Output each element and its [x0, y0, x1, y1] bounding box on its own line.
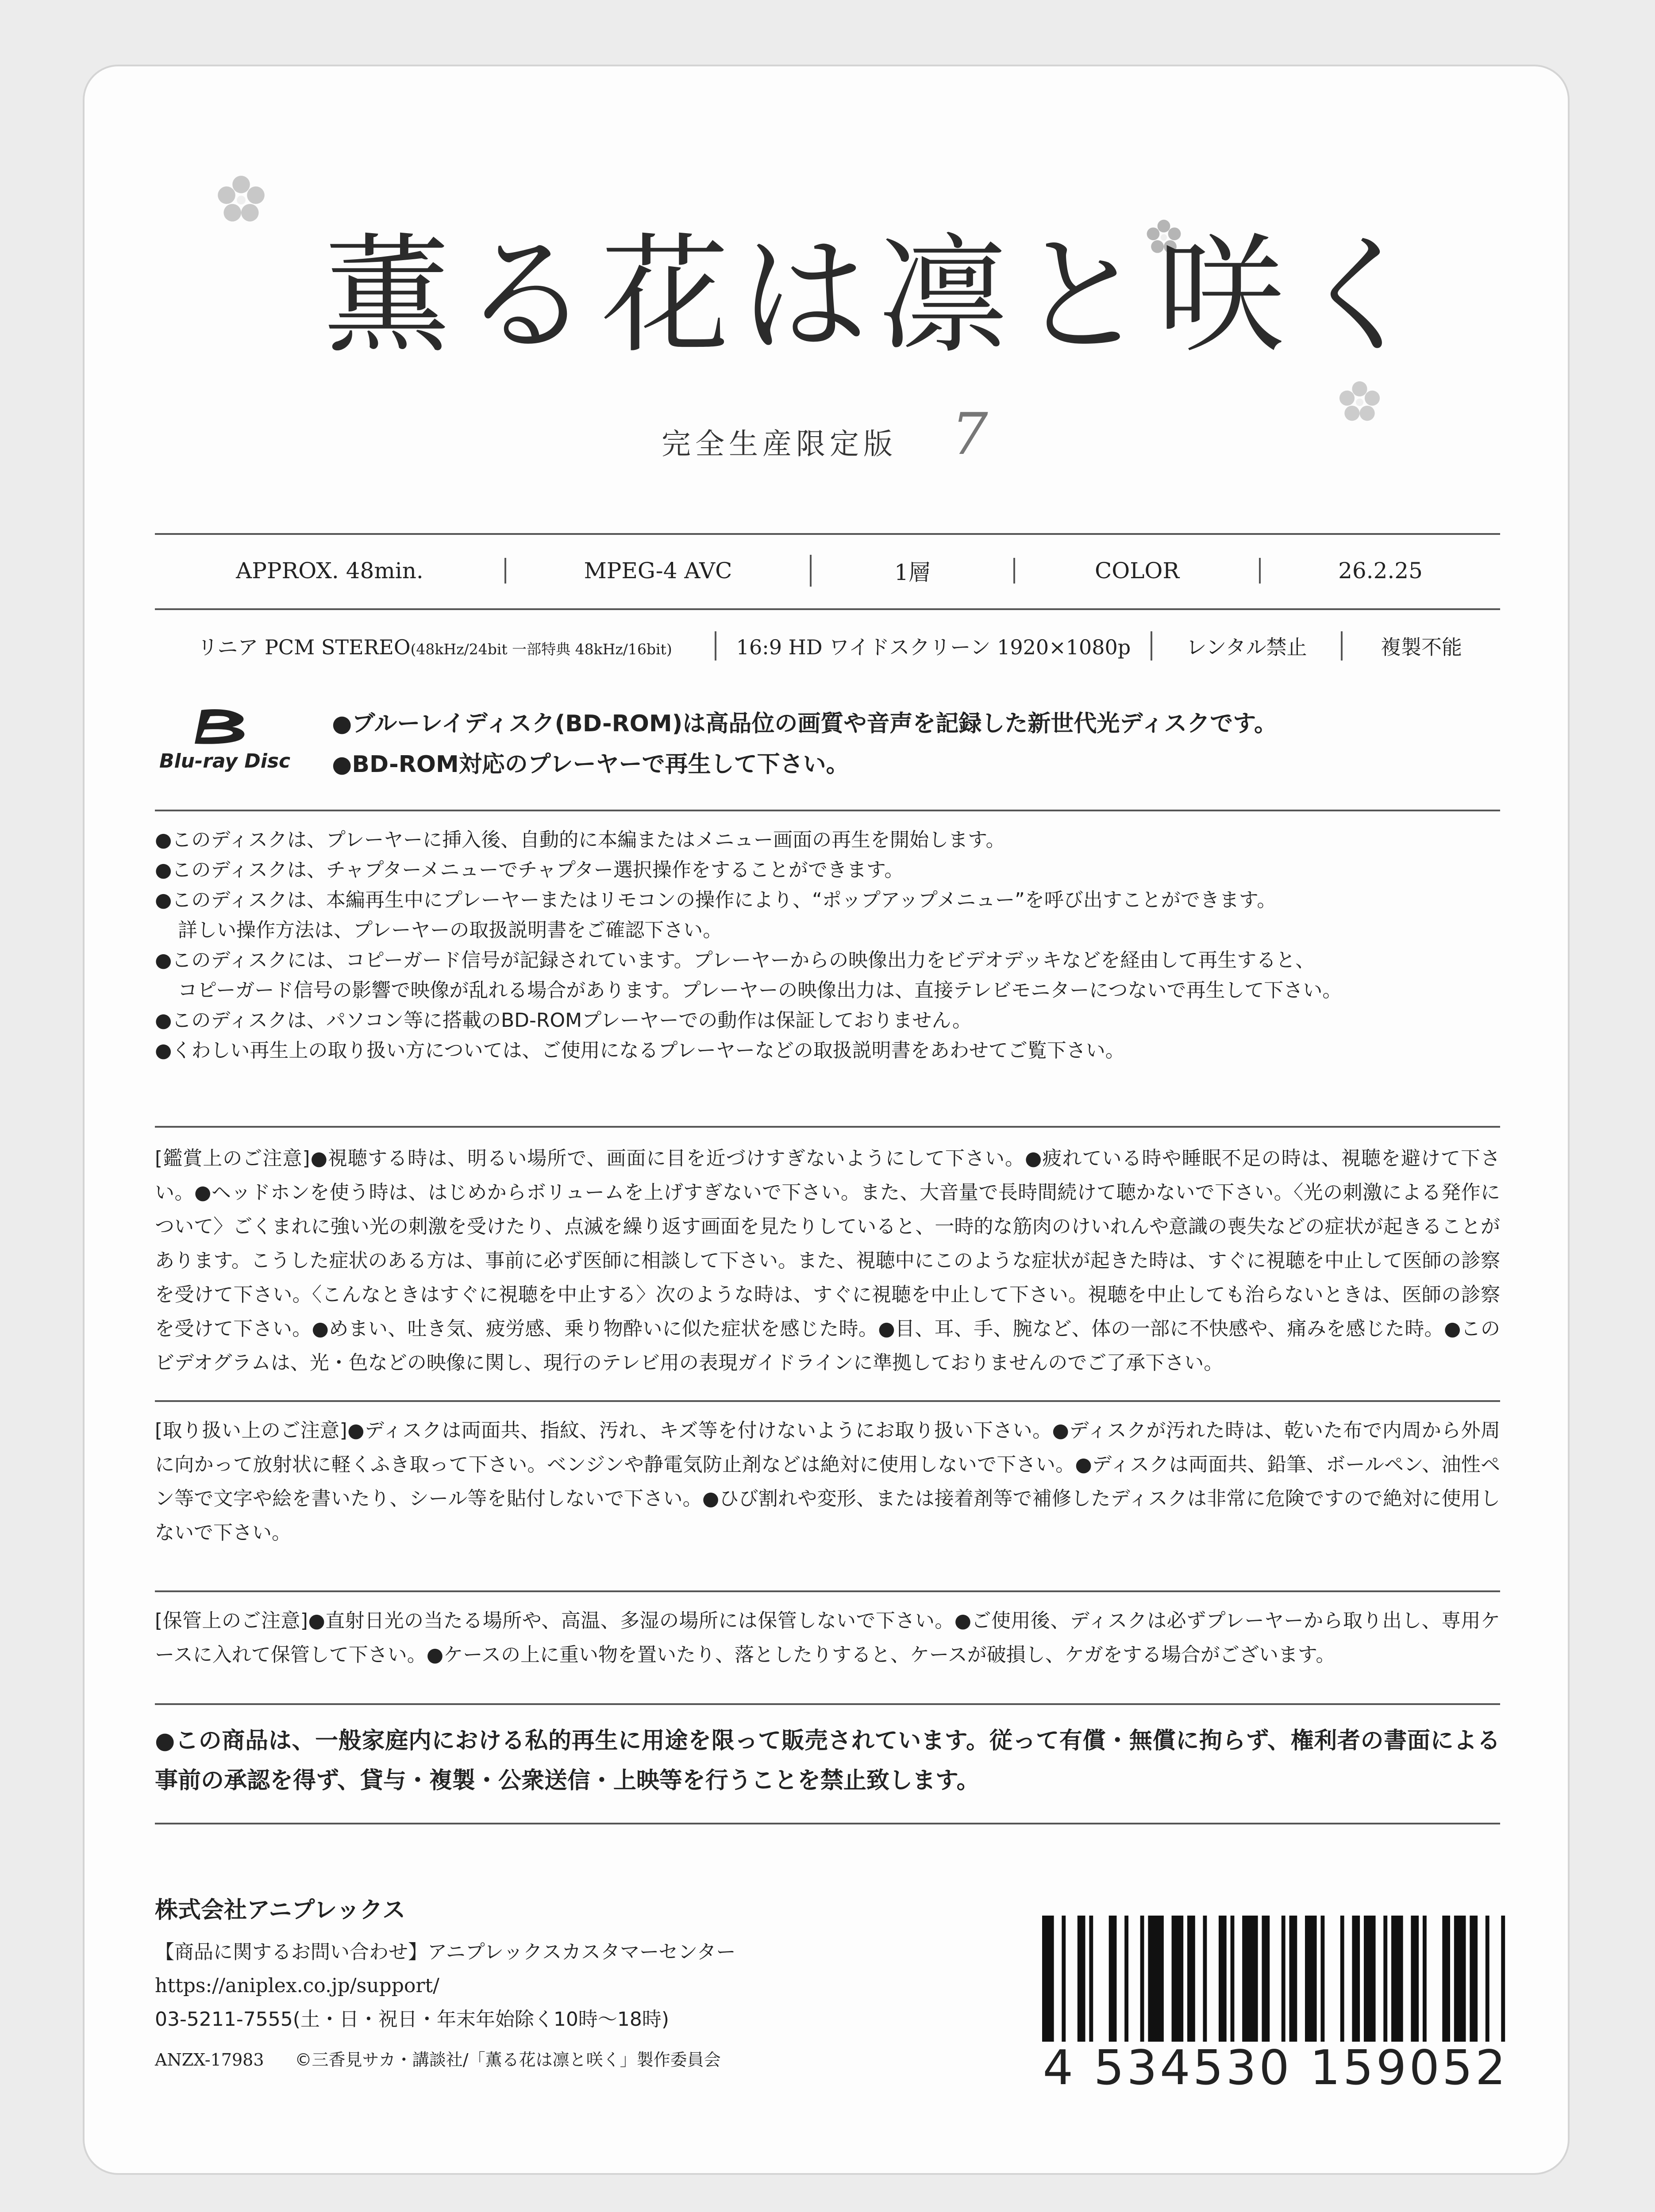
footer: [155, 2046, 721, 2070]
divider: [155, 1703, 1500, 1705]
divider: [155, 1823, 1500, 1824]
edition-label: 完全生産限定版: [662, 427, 897, 461]
copyright: ©三香見サカ・講談社/「薫る花は凛と咲く」製作委員会: [295, 2050, 721, 2070]
divider: [155, 1590, 1500, 1592]
spec-row-2: [155, 624, 1500, 668]
list-item: ●このディスクは、本編再生中にプレーヤーまたはリモコンの操作により、“ポップアップメニュー”を呼び出すことができます。: [155, 889, 1277, 911]
runtime: APPROX. 48min.: [236, 558, 423, 584]
layer: 1層: [810, 555, 1013, 587]
audio-spec: リニア PCM STEREO(48kHz/24bit 一部特典 48kHz/16bit): [197, 635, 672, 659]
bluray-logo-text: Blu-ray Disc: [159, 750, 291, 772]
bluray-line: ●ブルーレイディスク(BD-ROM)は高品位の画質や音声を記録した新世代光ディスクです。: [332, 710, 1278, 737]
release-date: 26.2.25: [1259, 558, 1500, 584]
disc-notes: [155, 825, 1342, 1066]
series-title: 薫る花は凛と咲く: [323, 222, 1435, 371]
flower-icon: [1339, 380, 1381, 422]
bluray-info: [332, 703, 1277, 785]
list-item: 詳しい操作方法は、プレーヤーの取扱説明書をご確認下さい。: [178, 919, 723, 941]
divider: [155, 608, 1500, 610]
list-item: ●このディスクには、コピーガード信号が記録されています。プレーヤーからの映像出力をビデオデッキなどを経由して再生すると、: [155, 949, 1315, 972]
divider: [155, 533, 1500, 535]
contact-label: 【商品に関するお問い合わせ】アニプレックスカスタマーセンター: [155, 1941, 736, 1963]
bluray-logo: [155, 706, 301, 776]
color: COLOR: [1013, 558, 1259, 584]
list-item: ●このディスクは、プレーヤーに挿入後、自動的に本編またはメニュー画面の再生を開始します。: [155, 829, 1005, 851]
flower-icon: [217, 175, 266, 223]
barcode-number: 4 534530 159052: [1043, 2040, 1509, 2096]
bluray-line: ●BD-ROM対応のプレーヤーで再生して下さい。: [332, 751, 849, 778]
volume-number: 7: [951, 400, 988, 468]
contact-info: [155, 1936, 736, 2036]
spec-row-1: [155, 549, 1500, 593]
list-item: ●このディスクは、チャプターメニューでチャプター選択操作をすることができます。: [155, 859, 904, 881]
divider: [155, 1400, 1500, 1402]
list-item: ●このディスクは、パソコン等に搭載のBD-ROMプレーヤーでの動作は保証しておりません。: [155, 1009, 972, 1032]
handling-caution: [取り扱い上のご注意]●ディスクは両面共、指紋、汚れ、キズ等を付けないようにお取り扱い下さい。●ディスクが汚れた時は、乾いた布で内周から外周に向かって放射状に軽くふき取って下さい。ベンジンや静電気防止剤などは絶対に使用しないで下さい。●ディスクは両面共、鉛筆、ボールペン、油性ペン等で文字や絵を書いたり、シール等を貼付しないで下さい。●ひび割れや変形、または接着剤等で補修したディスクは非常に危険ですので絶対に使用しないで下さい。: [155, 1419, 1500, 1544]
phone-number: 03-5211-7555(土・日・祝日・年末年始除く10時〜18時): [155, 2008, 670, 2031]
storage-caution: [保管上のご注意]●直射日光の当たる場所や、高温、多湿の場所には保管しないで下さい。●ご使用後、ディスクは必ずプレーヤーから取り出し、専用ケースに入れて保管して下さい。●ケースの上に重い物を置いたり、落としたりすると、ケースが破損し、ケガをする場合がございます。: [155, 1609, 1500, 1666]
support-url: https://aniplex.co.jp/support/: [155, 1974, 439, 1997]
rental-notice: レンタル禁止: [1151, 631, 1341, 661]
divider: [155, 1126, 1500, 1128]
company-name: 株式会社アニプレックス: [155, 1897, 406, 1924]
list-item: コピーガード信号の影響で映像が乱れる場合があります。プレーヤーの映像出力は、直接テレビモニターにつないで再生して下さい。: [178, 979, 1342, 1002]
divider: [155, 810, 1500, 811]
codec: MPEG-4 AVC: [504, 558, 810, 584]
product-code: ANZX-17983: [155, 2050, 264, 2070]
video-spec: 16:9 HD ワイドスクリーン 1920×1080p: [715, 631, 1151, 661]
viewing-caution: [鑑賞上のご注意]●視聴する時は、明るい場所で、画面に目を近づけすぎないようにして下さい。●疲れている時や睡眠不足の時は、視聴を避けて下さい。●ヘッドホンを使う時は、はじめからボリュームを上げすぎないで下さい。また、大音量で長時間続けて聴かないで下さい。〈光の刺激による発作について〉ごくまれに強い光の刺激を受けたり、点滅を繰り返す画面を見たりしていると、一時的な筋肉のけいれんや意識の喪失などの症状が起きることがあります。こうした症状のある方は、事前に必ず医師に相談して下さい。また、視聴中にこのような症状が起きた時は、すぐに視聴を中止して医師の診察を受けて下さい。〈こんなときはすぐに視聴を中止する〉次のような時は、すぐに視聴を中止して下さい。視聴を中止しても治らないときは、医師の診察を受けて下さい。●めまい、吐き気、疲労感、乗り物酔いに似た症状を感じた時。●目、耳、手、腕など、体の一部に不快感や、痛みを感じた時。●このビデオグラムは、光・色などの映像に関し、現行のテレビ用の表現ガイドラインに準拠しておりませんのでご了承下さい。: [155, 1147, 1500, 1374]
legal-notice: ●この商品は、一般家庭内における私的再生に用途を限って販売されています。従って有償・無償に拘らず、権利者の書面による事前の承認を得ず、貸与・複製・公衆送信・上映等を行うことを禁止致します。: [155, 1728, 1500, 1794]
list-item: ●くわしい再生上の取り扱い方については、ご使用になるプレーヤーなどの取扱説明書をあわせてご覧下さい。: [155, 1039, 1125, 1062]
copy-notice: 複製不能: [1341, 631, 1500, 661]
